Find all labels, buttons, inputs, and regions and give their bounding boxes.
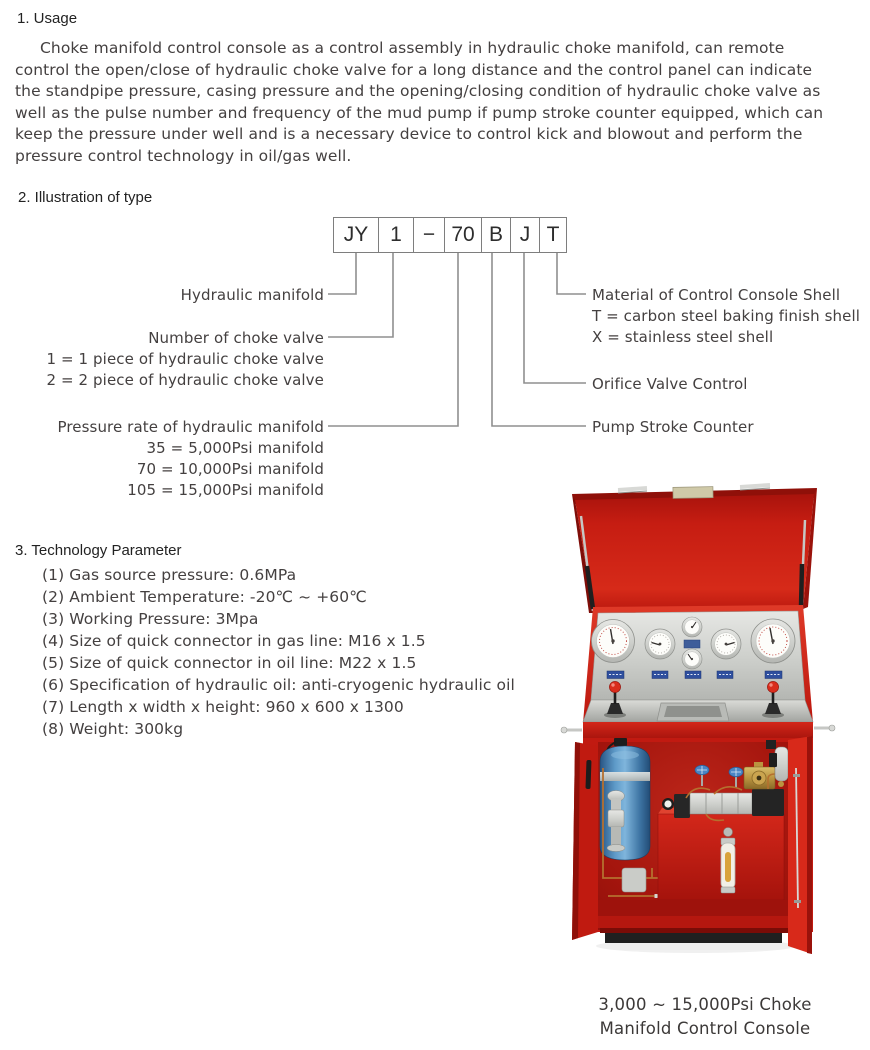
type-code-cell: − (413, 217, 445, 253)
usage-line: keep the pressure under well and is a necessary device to control kick and blowout and perform the (15, 125, 803, 144)
parameter-item: (6) Specification of hydraulic oil: anti-cryogenic hydraulic oil (42, 676, 515, 694)
mid-band (583, 722, 813, 740)
label-pressure-rate: Pressure rate of hydraulic manifold (57, 418, 324, 436)
photo-caption-line2: Manifold Control Console (599, 1019, 811, 1038)
usage-line: control the open/close of hydraulic choke valve for a long distance and the control panel can indicate (15, 60, 813, 79)
illustration-heading: 2. Illustration of type (18, 189, 153, 206)
parameter-item: (5) Size of quick connector in oil line: M22 x 1.5 (42, 654, 417, 672)
center-plate (684, 640, 700, 648)
type-code-cell: 70 (444, 217, 482, 253)
type-code-cell: JY (333, 217, 379, 253)
label-pump-stroke-counter: Pump Stroke Counter (592, 418, 754, 436)
cabinet-base (605, 933, 782, 943)
label-choke-valve-option-2: 2 = 2 piece of hydraulic choke valve (46, 371, 324, 389)
parameter-item: (8) Weight: 300kg (42, 720, 184, 738)
gauge-large-right (751, 619, 795, 663)
door-left-handle (585, 760, 591, 789)
label-orifice-valve-control: Orifice Valve Control (592, 375, 748, 393)
usage-line: pressure control technology in oil/gas well. (15, 146, 352, 165)
parameter-item: (4) Size of quick connector in gas line: M16 x 1.5 (42, 632, 426, 650)
technology-heading: 3. Technology Parameter (15, 542, 182, 559)
label-number-of-choke-valve: Number of choke valve (148, 329, 324, 347)
gauge-medium-left (645, 629, 675, 659)
photo-caption (550, 993, 860, 1041)
type-code-cell: B (481, 217, 511, 253)
label-pressure-70: 70 = 10,000Psi manifold (136, 460, 324, 478)
label-shell-material-t: T = carbon steel baking finish shell (592, 307, 860, 325)
gauge-small-top (682, 617, 702, 637)
parameter-item: (3) Working Pressure: 3Mpa (42, 610, 259, 628)
label-pressure-105: 105 = 15,000Psi manifold (127, 481, 324, 499)
cabinet (583, 738, 813, 943)
photo-caption-line1: 3,000 ~ 15,000Psi Choke (598, 995, 812, 1014)
gauge-small-bottom (682, 649, 702, 669)
usage-paragraph (15, 38, 860, 168)
parameter-item: (1) Gas source pressure: 0.6MPa (42, 566, 297, 584)
parameter-item: (7) Length x width x height: 960 x 600 x 1300 (42, 698, 404, 716)
usage-heading: 1. Usage (17, 10, 78, 27)
lid-nameplate (673, 487, 713, 499)
label-shell-material-x: X = stainless steel shell (592, 328, 774, 346)
gauge-medium-right (711, 629, 741, 659)
technology-parameter-list (42, 564, 515, 740)
label-shell-material: Material of Control Console Shell (592, 286, 841, 304)
label-hydraulic-manifold: Hydraulic manifold (180, 286, 324, 304)
type-code-cell: T (539, 217, 567, 253)
console-lid (572, 485, 817, 613)
choke-manifold-control-console-photo (556, 476, 856, 988)
label-pressure-35: 35 = 5,000Psi manifold (146, 439, 324, 457)
parameter-item: (2) Ambient Temperature: -20℃ ~ +60℃ (42, 588, 367, 606)
usage-line: well as the pulse number and frequency of the mud pump if pump stroke counter equipped, which can (15, 103, 824, 122)
oil-reservoir (658, 808, 784, 900)
type-code-cell: J (510, 217, 540, 253)
type-code-cell: 1 (378, 217, 414, 253)
door-left (572, 742, 598, 940)
usage-line: the standpipe pressure, casing pressure and the opening/closing condition of hydraulic choke valve as (15, 82, 821, 101)
accumulator-tank (600, 738, 650, 860)
gauge-large-left (592, 620, 635, 663)
usage-line: Choke manifold control console as a control assembly in hydraulic choke manifold, can remote (40, 39, 785, 57)
door-right (788, 736, 812, 954)
cabinet-floor (598, 900, 790, 918)
label-choke-valve-option-1: 1 = 1 piece of hydraulic choke valve (46, 350, 324, 368)
